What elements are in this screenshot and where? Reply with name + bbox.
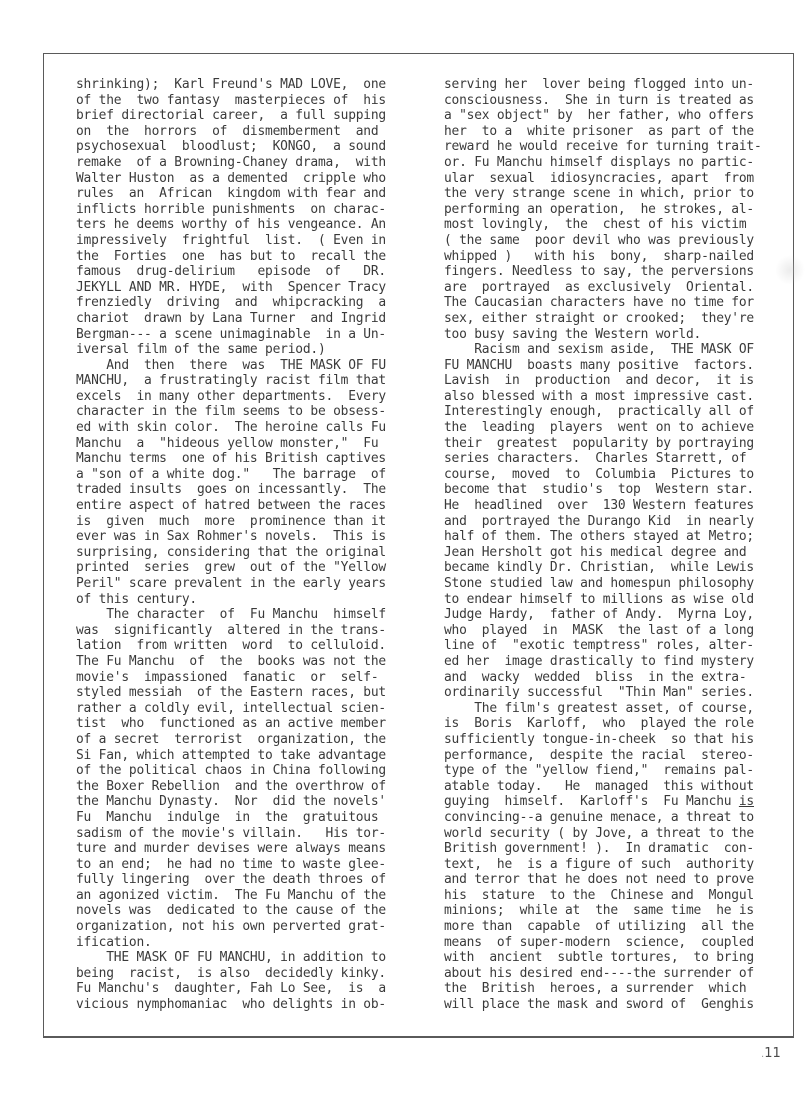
text-line: also blessed with a most impressive cast. <box>444 388 754 404</box>
text-line: fully lingering over the death throes of <box>76 872 386 888</box>
text-line: iversal film of the same period.) <box>76 342 326 358</box>
text-line: psychosexual bloodlust; KONGO, a sound <box>76 139 386 155</box>
text-line: the Manchu Dynasty. Nor did the novels' <box>76 794 386 810</box>
page-number-value: 11 <box>764 1046 781 1061</box>
text-line: rather a coldly evil, intellectual scien- <box>76 700 386 716</box>
page-number-prefix: . <box>761 1049 765 1060</box>
text-line: or. Fu Manchu himself displays no partic- <box>444 154 754 170</box>
text-line: ters he deems worthy of his vengeance. An <box>76 217 386 233</box>
text-line: serving her lover being flogged into un- <box>444 77 754 92</box>
text-line: on the horrors of dismemberment and <box>76 123 379 139</box>
text-line: FU MANCHU boasts many positive factors. <box>444 357 754 373</box>
text-line: chariot drawn by Lana Turner and Ingrid <box>76 310 386 326</box>
text-line: surprising, considering that the original <box>76 544 386 560</box>
text-line: sufficiently tongue-in-cheek so that his <box>444 731 754 747</box>
text-line: Bergman--- a scene unimaginable in a Un- <box>76 326 386 342</box>
text-line: sex, either straight or crooked; they're <box>444 310 754 326</box>
text-line: of the two fantasy masterpieces of his <box>76 92 386 108</box>
text-line: shrinking); Karl Freund's MAD LOVE, one <box>76 77 386 92</box>
text-line: atable today. He managed this without <box>444 778 754 794</box>
text-line: his stature to the Chinese and Mongul <box>444 887 754 903</box>
text-line: And then there was THE MASK OF FU <box>76 357 386 373</box>
text-line: of the political chaos in China following <box>76 763 386 779</box>
text-line: impressively frightful list. ( Even in <box>76 232 386 248</box>
text-line: lation from written word to celluloid. <box>76 638 386 654</box>
text-line: performance, despite the racial stereo- <box>444 747 754 763</box>
text-line: Stone studied law and homespun philosophy <box>444 576 754 591</box>
text-line: guying himself. Karloff's Fu Manchu is <box>444 794 754 810</box>
text-line: THE MASK OF FU MANCHU, in addition to <box>76 950 386 966</box>
text-line: ular sexual idiosyncracies, apart from <box>444 170 754 186</box>
text-line: styled messiah of the Eastern races, but <box>76 685 386 701</box>
text-line: are portrayed as exclusively Oriental. <box>444 279 754 295</box>
text-line: and terror that he does not need to prove <box>444 872 754 888</box>
text-line: is given much more prominence than it <box>76 513 386 529</box>
text-line: organization, not his own perverted grat- <box>76 919 386 935</box>
text-line: Si Fan, which attempted to take advantage <box>76 747 386 763</box>
text-line: The character of Fu Manchu himself <box>76 607 386 623</box>
text-line: famous drug-delirium episode of DR. <box>76 264 386 280</box>
text-line: novels was dedicated to the cause of the <box>76 903 386 919</box>
text-line: course, moved to Columbia Pictures to <box>444 466 754 482</box>
text-line: brief directorial career, a full supping <box>76 108 386 124</box>
text-line: The film's greatest asset, of course, <box>444 700 754 716</box>
text-line: tist who functioned as an active member <box>76 716 386 732</box>
text-line: entire aspect of hatred between the races <box>76 498 386 514</box>
text-line: performing an operation, he strokes, al- <box>444 201 754 217</box>
text-line: whipped ) with his bony, sharp-nailed <box>444 248 754 264</box>
text-line: text, he is a figure of such authority <box>444 856 754 872</box>
text-line: with ancient subtle tortures, to bring <box>444 950 754 966</box>
text-line: being racist, is also decidedly kinky. <box>76 965 386 981</box>
text-line: ification. <box>76 934 152 950</box>
text-line: more than capable of utilizing all the <box>444 919 754 935</box>
text-line: Fu Manchu indulge in the gratuitous <box>76 809 379 825</box>
text-line: JEKYLL AND MR. HYDE, with Spencer Tracy <box>76 279 386 295</box>
underlined-emphasis: is <box>738 794 754 810</box>
text-line: a "sex object" by her father, who offers <box>444 108 754 124</box>
article-column-right <box>444 77 770 1013</box>
text-line: too busy saving the Western world. <box>444 326 702 342</box>
text-line: character in the film seems to be obsess- <box>76 404 386 420</box>
text-line: to endear himself to millions as wise old <box>444 591 754 607</box>
text-line: ( the same poor devil who was previously <box>444 232 754 248</box>
text-line: about his desired end----the surrender of <box>444 965 754 981</box>
text-line: Judge Hardy, father of Andy. Myrna Loy, <box>444 607 754 623</box>
text-line: rules an African kingdom with fear and <box>76 186 386 202</box>
text-line: an agonized victim. The Fu Manchu of the <box>76 887 386 903</box>
text-line: sadism of the movie's villain. His tor- <box>76 825 386 841</box>
page-number <box>761 1046 781 1061</box>
text-line: the British heroes, a surrender which <box>444 981 747 997</box>
text-line: inflicts horrible punishments on charac- <box>76 201 386 217</box>
text-line: a "son of a white dog." The barrage of <box>76 466 386 482</box>
text-line: of a secret terrorist organization, the <box>76 731 386 747</box>
text-line: who played in MASK the last of a long <box>444 622 754 638</box>
text-line: MANCHU, a frustratingly racist film that <box>76 373 386 389</box>
article-column-left <box>76 77 404 1013</box>
text-line: Interestingly enough, practically all of <box>444 404 754 420</box>
text-line: will place the mask and sword of Genghis <box>444 997 754 1013</box>
text-line: ture and murder devises were always means <box>76 841 386 857</box>
text-line: excels in many other departments. Every <box>76 388 386 404</box>
text-line: most lovingly, the chest of his victim <box>444 217 747 233</box>
text-line: half of them. The others stayed at Metro; <box>444 529 754 545</box>
text-line: convincing--a genuine menace, a threat to <box>444 809 754 825</box>
text-line: type of the "yellow fiend," remains pal- <box>444 763 754 779</box>
text-line: was significantly altered in the trans- <box>76 622 386 638</box>
text-line: the leading players went on to achieve <box>444 420 754 436</box>
text-line: become that studio's top Western star. <box>444 482 754 498</box>
text-line: He headlined over 130 Western features <box>444 498 754 514</box>
text-line: is Boris Karloff, who played the role <box>444 716 754 732</box>
text-line: The Fu Manchu of the books was not the <box>76 653 386 669</box>
text-line: fingers. Needless to say, the perversions <box>444 264 754 280</box>
text-line: remake of a Browning-Chaney drama, with <box>76 154 386 170</box>
text-line: world security ( by Jove, a threat to the <box>444 825 754 841</box>
text-line: the Boxer Rebellion and the overthrow of <box>76 778 386 794</box>
text-line: printed series grew out of the "Yellow <box>76 560 386 576</box>
text-line: of this century. <box>76 591 197 607</box>
text-line: the very strange scene in which, prior to <box>444 186 754 202</box>
scan-smudge <box>775 255 805 285</box>
text-line: British government! ). In dramatic con- <box>444 841 754 857</box>
text-line: ever was in Sax Rohmer's novels. This is <box>76 529 386 545</box>
text-line: means of super-modern science, coupled <box>444 934 754 950</box>
text-line: consciousness. She in turn is treated as <box>444 92 754 108</box>
text-line: and wacky wedded bliss in the extra- <box>444 669 747 685</box>
text-line: line of "exotic temptress" roles, alter- <box>444 638 754 654</box>
text-line: Jean Hersholt got his medical degree and <box>444 544 747 560</box>
text-line: Manchu terms one of his British captives <box>76 451 386 467</box>
text-line: her to a white prisoner as part of the <box>444 123 754 139</box>
text-line: the Forties one has but to recall the <box>76 248 386 264</box>
text-line: traded insults goes on incessantly. The <box>76 482 386 498</box>
text-line: Racism and sexism aside, THE MASK OF <box>444 342 754 358</box>
text-line: to an end; he had no time to waste glee- <box>76 856 386 872</box>
text-line: ordinarily successful "Thin Man" series. <box>444 685 754 701</box>
text-line: The Caucasian characters have no time for <box>444 295 754 311</box>
text-line: frenziedly driving and whipcracking a <box>76 295 386 311</box>
text-line: Walter Huston as a demented cripple who <box>76 170 386 186</box>
text-line: movie's impassioned fanatic or self- <box>76 669 379 685</box>
text-line: Fu Manchu's daughter, Fah Lo See, is a <box>76 981 386 997</box>
text-line: and portrayed the Durango Kid in nearly <box>444 513 754 529</box>
text-line: ed her image drastically to find mystery <box>444 653 754 669</box>
text-line: minions; while at the same time he is <box>444 903 754 919</box>
text-line: their greatest popularity by portraying <box>444 435 754 451</box>
text-line: Manchu a "hideous yellow monster," Fu <box>76 435 379 451</box>
text-line: series characters. Charles Starrett, of <box>444 451 747 467</box>
text-line: became kindly Dr. Christian, while Lewis <box>444 560 754 576</box>
text-line: reward he would receive for turning trait- <box>444 139 762 155</box>
text-line: Peril" scare prevalent in the early years <box>76 576 386 591</box>
text-line: vicious nymphomaniac who delights in ob- <box>76 997 386 1013</box>
text-line: Lavish in production and decor, it is <box>444 373 754 389</box>
text-line: ed with skin color. The heroine calls Fu <box>76 420 386 436</box>
